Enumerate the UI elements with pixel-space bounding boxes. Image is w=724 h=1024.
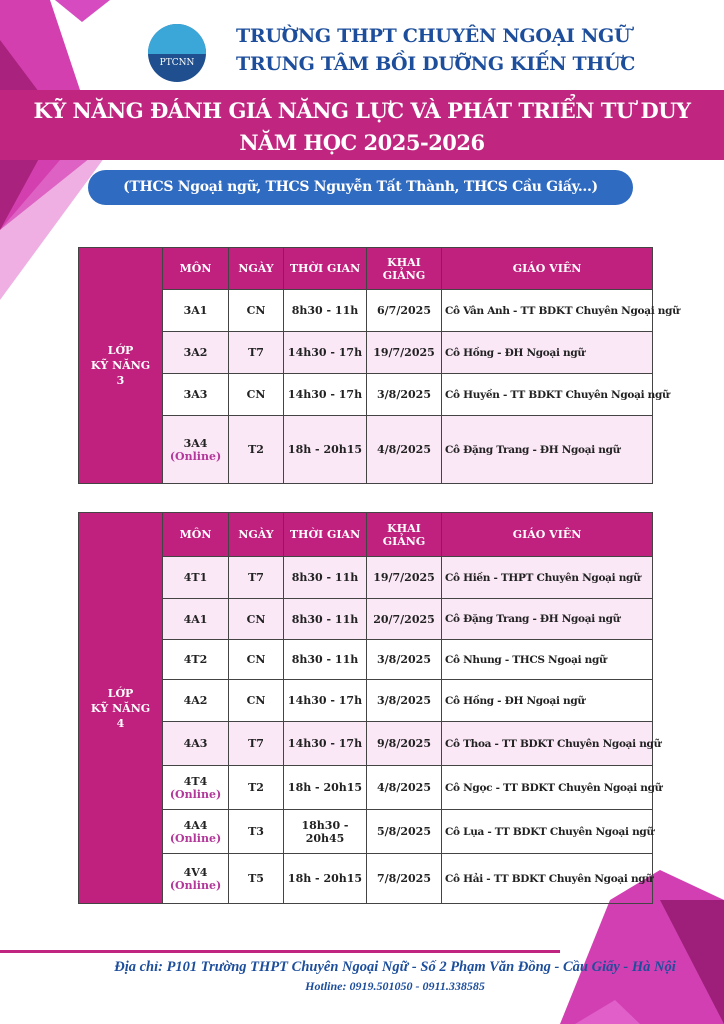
cell-day: T3 [229, 810, 284, 854]
class-code: 3A1 [183, 304, 208, 317]
title-banner [0, 90, 724, 160]
column-header-ngay: NGÀY [229, 248, 284, 290]
cell-teacher: Cô Ngọc - TT BDKT Chuyên Ngoại ngữ [442, 766, 653, 810]
online-badge: (Online) [169, 878, 222, 892]
banner-title: KỸ NĂNG ĐÁNH GIÁ NĂNG LỰC VÀ PHÁT TRIỂN TƯ DUY [33, 98, 691, 123]
schools-subtitle: (THCS Ngoại ngữ, THCS Nguyễn Tất Thành, THCS Cầu Giấy...) [88, 170, 633, 205]
table-row [79, 332, 653, 374]
class-code: 4V4 [183, 865, 208, 879]
footer-address: Địa chỉ: P101 Trường THPT Chuyên Ngoại Ngữ - Số 2 Phạm Văn Đồng - Cầu Giấy - Hà Nội [114, 959, 676, 975]
class-code: 4T4 [183, 774, 208, 788]
table-row [79, 557, 653, 599]
cell-day: T2 [229, 416, 284, 484]
corner-triangle-top-small [55, 0, 110, 22]
cell-teacher: Cô Hồng - ĐH Ngoại ngữ [442, 332, 653, 374]
cell-start-date: 3/8/2025 [367, 374, 442, 416]
cell-class-code [163, 680, 229, 722]
class-code: 3A4 [183, 436, 208, 450]
column-header-giao-vien: GIÁO VIÊN [442, 248, 653, 290]
table-row [79, 810, 653, 854]
schedule-table-level-3 [78, 247, 680, 484]
cell-teacher: Cô Đặng Trang - ĐH Ngoại ngữ [442, 416, 653, 484]
cell-start-date: 19/7/2025 [367, 557, 442, 599]
cell-day: T2 [229, 766, 284, 810]
column-header-khai-giang: KHAI GIẢNG [367, 513, 442, 557]
cell-day: CN [229, 640, 284, 680]
class-code: 4A1 [183, 612, 208, 626]
group-label-line: KỸ NĂNG [90, 359, 151, 372]
table-row [79, 680, 653, 722]
cell-start-date: 20/7/2025 [367, 599, 442, 640]
table-row [79, 416, 653, 484]
cell-time: 8h30 - 11h [284, 290, 367, 332]
footer-hotline: Hotline: 0919.501050 - 0911.338585 [305, 979, 485, 993]
cell-time: 14h30 - 17h [284, 722, 367, 766]
cell-time: 14h30 - 17h [284, 680, 367, 722]
cell-time: 8h30 - 11h [284, 599, 367, 640]
group-label-line: LỚP [107, 344, 134, 357]
cell-class-code [163, 557, 229, 599]
cell-time: 14h30 - 17h [284, 374, 367, 416]
cell-day: CN [229, 374, 284, 416]
column-header-mon: MÔN [163, 513, 229, 557]
table-row [79, 290, 653, 332]
cell-teacher: Cô Hải - TT BDKT Chuyên Ngoại ngữ [442, 854, 653, 904]
class-code: 3A2 [183, 346, 208, 359]
cell-class-code [163, 374, 229, 416]
table-row [79, 766, 653, 810]
cell-day: T7 [229, 722, 284, 766]
online-badge: (Online) [169, 449, 222, 463]
group-label-line: 3 [116, 374, 125, 387]
cell-teacher: Cô Lụa - TT BDKT Chuyên Ngoại ngữ [442, 810, 653, 854]
cell-time: 8h30 - 11h [284, 640, 367, 680]
center-name: TRUNG TÂM BỒI DƯỠNG KIẾN THỨC [236, 53, 636, 75]
cell-day: CN [229, 680, 284, 722]
cell-teacher: Cô Vân Anh - TT BDKT Chuyên Ngoại ngữ [442, 290, 653, 332]
table-row [79, 374, 653, 416]
school-logo [148, 24, 206, 82]
cell-start-date: 7/8/2025 [367, 854, 442, 904]
cell-teacher: Cô Đặng Trang - ĐH Ngoại ngữ [442, 599, 653, 640]
banner-year: NĂM HỌC 2025-2026 [239, 130, 485, 155]
class-code: 4A2 [183, 694, 208, 707]
table-header-row [79, 248, 653, 290]
cell-class-code [163, 810, 229, 854]
cell-time: 18h30 - 20h45 [284, 810, 367, 854]
table-header-row [79, 513, 653, 557]
cell-start-date: 9/8/2025 [367, 722, 442, 766]
cell-class-code [163, 599, 229, 640]
column-header-mon: MÔN [163, 248, 229, 290]
group-label-line: KỸ NĂNG [90, 701, 151, 715]
cell-start-date: 4/8/2025 [367, 416, 442, 484]
cell-teacher: Cô Hiền - THPT Chuyên Ngoại ngữ [442, 557, 653, 599]
cell-class-code [163, 416, 229, 484]
cell-time: 14h30 - 17h [284, 332, 367, 374]
footer-divider [0, 950, 560, 953]
cell-class-code [163, 640, 229, 680]
cell-start-date: 4/8/2025 [367, 766, 442, 810]
logo-text: PTCNN [159, 58, 195, 68]
cell-start-date: 3/8/2025 [367, 640, 442, 680]
class-code: 3A3 [183, 388, 208, 401]
class-code: 4T1 [183, 571, 208, 584]
cell-time: 8h30 - 11h [284, 557, 367, 599]
cell-start-date: 6/7/2025 [367, 290, 442, 332]
column-header-ngay: NGÀY [229, 513, 284, 557]
cell-start-date: 3/8/2025 [367, 680, 442, 722]
cell-class-code [163, 854, 229, 904]
cell-day: T7 [229, 557, 284, 599]
cell-class-code [163, 332, 229, 374]
group-label [79, 513, 163, 904]
cell-day: T5 [229, 854, 284, 904]
logo-sky [148, 24, 206, 54]
table-row [79, 640, 653, 680]
cell-time: 18h - 20h15 [284, 416, 367, 484]
school-name: TRƯỜNG THPT CHUYÊN NGOẠI NGỮ [236, 25, 631, 47]
cell-day: CN [229, 290, 284, 332]
table-row [79, 854, 653, 904]
cell-start-date: 5/8/2025 [367, 810, 442, 854]
table-row [79, 722, 653, 766]
cell-teacher: Cô Thoa - TT BDKT Chuyên Ngoại ngữ [442, 722, 653, 766]
cell-time: 18h - 20h15 [284, 854, 367, 904]
schedule-table-level-4 [78, 512, 663, 904]
online-badge: (Online) [169, 787, 222, 801]
column-header-khai-giang: KHAI GIẢNG [367, 248, 442, 290]
cell-start-date: 19/7/2025 [367, 332, 442, 374]
cell-day: T7 [229, 332, 284, 374]
cell-teacher: Cô Hồng - ĐH Ngoại ngữ [442, 680, 653, 722]
cell-teacher: Cô Nhung - THCS Ngoại ngữ [442, 640, 653, 680]
table-row [79, 599, 653, 640]
group-label [79, 248, 163, 484]
class-code: 4A3 [183, 737, 208, 750]
column-header-giao-vien: GIÁO VIÊN [442, 513, 653, 557]
cell-class-code [163, 722, 229, 766]
group-label-line: LỚP [107, 686, 134, 700]
cell-time: 18h - 20h15 [284, 766, 367, 810]
class-code: 4T2 [183, 653, 208, 666]
online-badge: (Online) [169, 831, 222, 845]
cell-day: CN [229, 599, 284, 640]
cell-class-code [163, 766, 229, 810]
column-header-thoi-gian: THỜI GIAN [284, 248, 367, 290]
group-label-line: 4 [116, 716, 125, 730]
class-code: 4A4 [183, 818, 208, 832]
column-header-thoi-gian: THỜI GIAN [284, 513, 367, 557]
cell-teacher: Cô Huyền - TT BDKT Chuyên Ngoại ngữ [442, 374, 653, 416]
cell-class-code [163, 290, 229, 332]
